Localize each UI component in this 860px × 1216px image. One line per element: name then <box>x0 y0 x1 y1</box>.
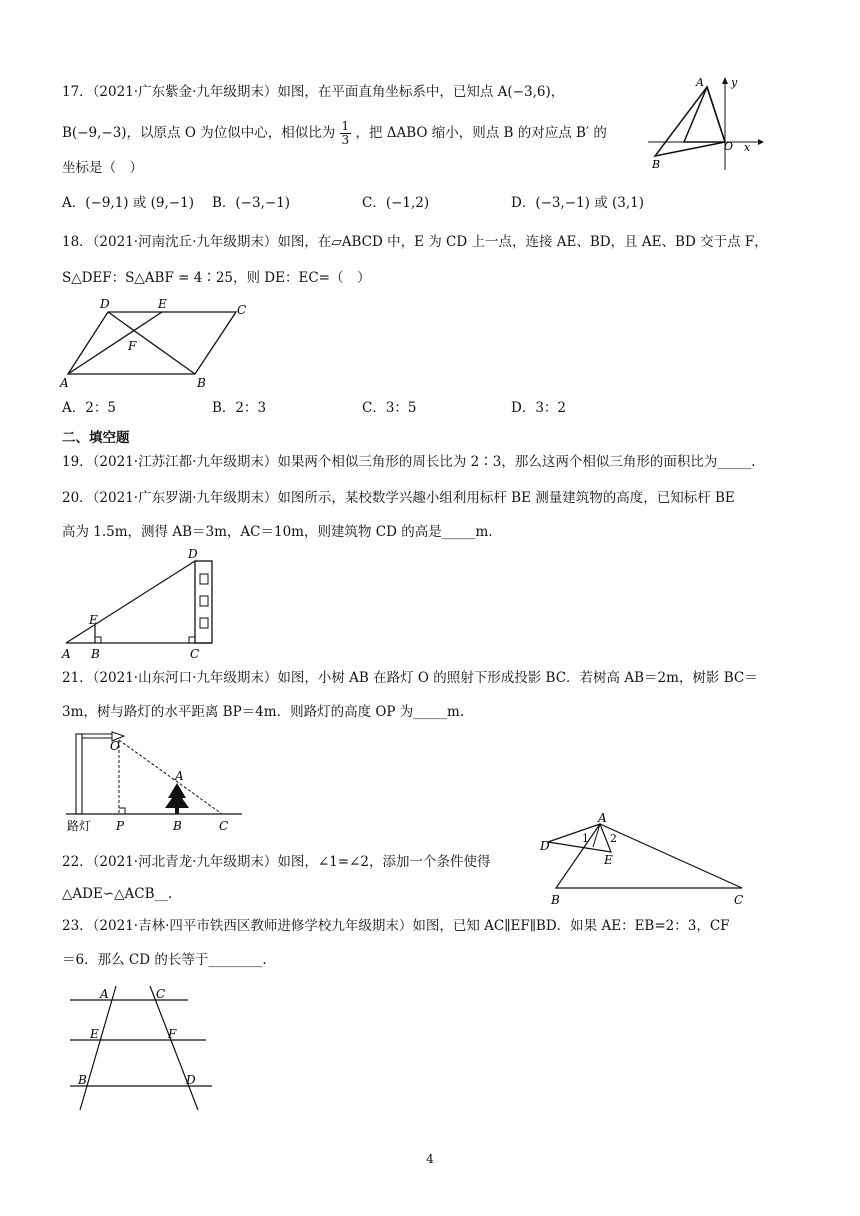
q20-line2: 高为 1.5m，测得 AB＝3m，AC＝10m，则建筑物 CD 的高是_____m. <box>62 524 493 540</box>
label-b: B <box>91 647 100 661</box>
y-axis-arrow <box>722 77 728 84</box>
q23-figure <box>66 982 226 1114</box>
triangle-ade <box>548 824 611 852</box>
label-d: D <box>186 1073 196 1087</box>
x-axis-arrow <box>758 139 764 145</box>
q23-line1: 23．（2021·吉林·四平市铁西区教师进修学校九年级期末）如图，已知 AC∥EF∥BD．如果 AE：EB=2：3，CF <box>62 918 730 934</box>
label-e: E <box>89 613 98 627</box>
label-f: F <box>168 1027 177 1041</box>
label-lamp: 路灯 <box>67 819 92 833</box>
q17-line1: 17．（2021·广东紫金·九年级期末）如图，在平面直角坐标系中，已知点 A(−3,6)， <box>62 84 565 100</box>
page-number: 4 <box>426 1152 434 1166</box>
label-a: A <box>175 769 184 783</box>
q21-line2: 3m，树与路灯的水平距离 BP＝4m．则路灯的高度 OP 为_____m. <box>62 704 465 720</box>
label-b: B <box>78 1073 87 1087</box>
label-d: D <box>100 297 110 311</box>
q18-line1: 18．（2021·河南沈丘·九年级期末）如图，在▱ABCD 中，E 为 CD 上一点，连接 AE、BD，且 AE、BD 交于点 F， <box>62 234 768 250</box>
label-o: O <box>110 739 120 753</box>
q17-fraction <box>340 120 352 147</box>
q22-figure <box>536 812 766 908</box>
segment-ae <box>68 312 162 374</box>
label-y: y <box>731 76 738 89</box>
q20-line1: 20．（2021·广东罗湖·九年级期末）如图所示，某校数学兴趣小组利用标杆 BE 测量建筑物的高度，已知标杆 BE <box>62 490 735 506</box>
q22-line1: 22．（2021·河北青龙·九年级期末）如图，∠1=∠2，添加一个条件使得 <box>62 854 491 870</box>
transversal-ab <box>80 986 116 1110</box>
label-a: A <box>696 76 704 89</box>
label-e: E <box>158 297 167 311</box>
label-b: B <box>652 158 661 171</box>
lamp-pole <box>76 734 82 814</box>
q21-figure <box>62 728 252 836</box>
building-window-3 <box>200 618 208 628</box>
q18-option-a: A．2：5 <box>62 400 116 416</box>
q17-option-a: A．(−9,1) 或 (9,−1) <box>62 195 194 211</box>
label-d: D <box>188 547 198 561</box>
q23-line2: ＝6．那么 CD 的长等于________. <box>62 952 267 968</box>
q17-line2 <box>62 120 607 147</box>
label-angle-2: 2 <box>610 832 617 845</box>
label-f: F <box>128 339 137 353</box>
label-c: C <box>734 893 744 907</box>
angle-1-ray <box>593 824 600 847</box>
right-angle-b <box>95 637 101 643</box>
label-o: O <box>724 140 734 153</box>
label-a: A <box>100 987 109 1001</box>
q18-option-c: C．3：5 <box>362 400 417 416</box>
label-c: C <box>156 987 166 1001</box>
label-e: E <box>604 853 613 867</box>
q17-line2-post: ，把 ΔABO 缩小，则点 B 的对应点 B′ 的 <box>355 125 607 141</box>
q18-figure <box>58 296 258 392</box>
q17-option-b: B．(−3,−1) <box>212 195 291 211</box>
q20-figure <box>60 544 230 664</box>
label-b: B <box>173 819 182 833</box>
right-angle-p <box>119 808 125 814</box>
section-heading-fill-blank: 二、填空题 <box>62 430 130 446</box>
label-a: A <box>60 376 69 390</box>
building-window-1 <box>200 574 208 584</box>
triangle-abo <box>655 87 725 156</box>
label-c: C <box>219 819 229 833</box>
label-e: E <box>90 1027 99 1041</box>
q18-line2: S△DEF：S△ABF = 4∶25，则 DE：EC=（ ） <box>62 270 371 286</box>
label-d: D <box>540 839 550 853</box>
q18-option-d: D．3：2 <box>511 400 567 416</box>
sight-line <box>66 561 195 643</box>
q17-figure <box>640 72 770 172</box>
building-window-2 <box>200 596 208 606</box>
q17-frac-num: 1 <box>341 119 350 133</box>
right-angle-c <box>189 637 195 643</box>
label-p: P <box>116 819 125 833</box>
label-b: B <box>551 893 560 907</box>
triangle-small <box>684 87 725 142</box>
label-x: x <box>744 141 751 154</box>
label-c: C <box>237 303 247 317</box>
q22-line2: △ADE∽△ACB__. <box>62 886 173 902</box>
label-angle-1: 1 <box>582 832 589 845</box>
q17-line2-pre: B(−9,−3)，以原点 O 为位似中心，相似比为 <box>62 125 336 141</box>
q17-option-c: C．(−1,2) <box>362 195 430 211</box>
label-b: B <box>197 376 206 390</box>
q17-frac-den: 3 <box>341 133 350 147</box>
transversal-cd <box>150 986 198 1110</box>
q21-line1: 21．（2021·山东河口·九年级期末）如图，小树 AB 在路灯 O 的照射下形成投影 BC．若树高 AB＝2m，树影 BC＝ <box>62 670 758 686</box>
segment-bd <box>108 312 195 374</box>
q17-option-d: D．(−3,−1) 或 (3,1) <box>511 195 645 211</box>
q18-option-b: B．2：3 <box>212 400 267 416</box>
q19-line1: 19．（2021·江苏江都·九年级期末）如果两个相似三角形的周长比为 2∶3，那么这两个相似三角形的面积比为_____. <box>62 454 756 470</box>
label-a: A <box>598 811 607 825</box>
label-c: C <box>190 647 200 661</box>
building-cd <box>195 561 212 643</box>
q17-line3: 坐标是（ ） <box>62 160 143 176</box>
label-a: A <box>62 647 71 661</box>
